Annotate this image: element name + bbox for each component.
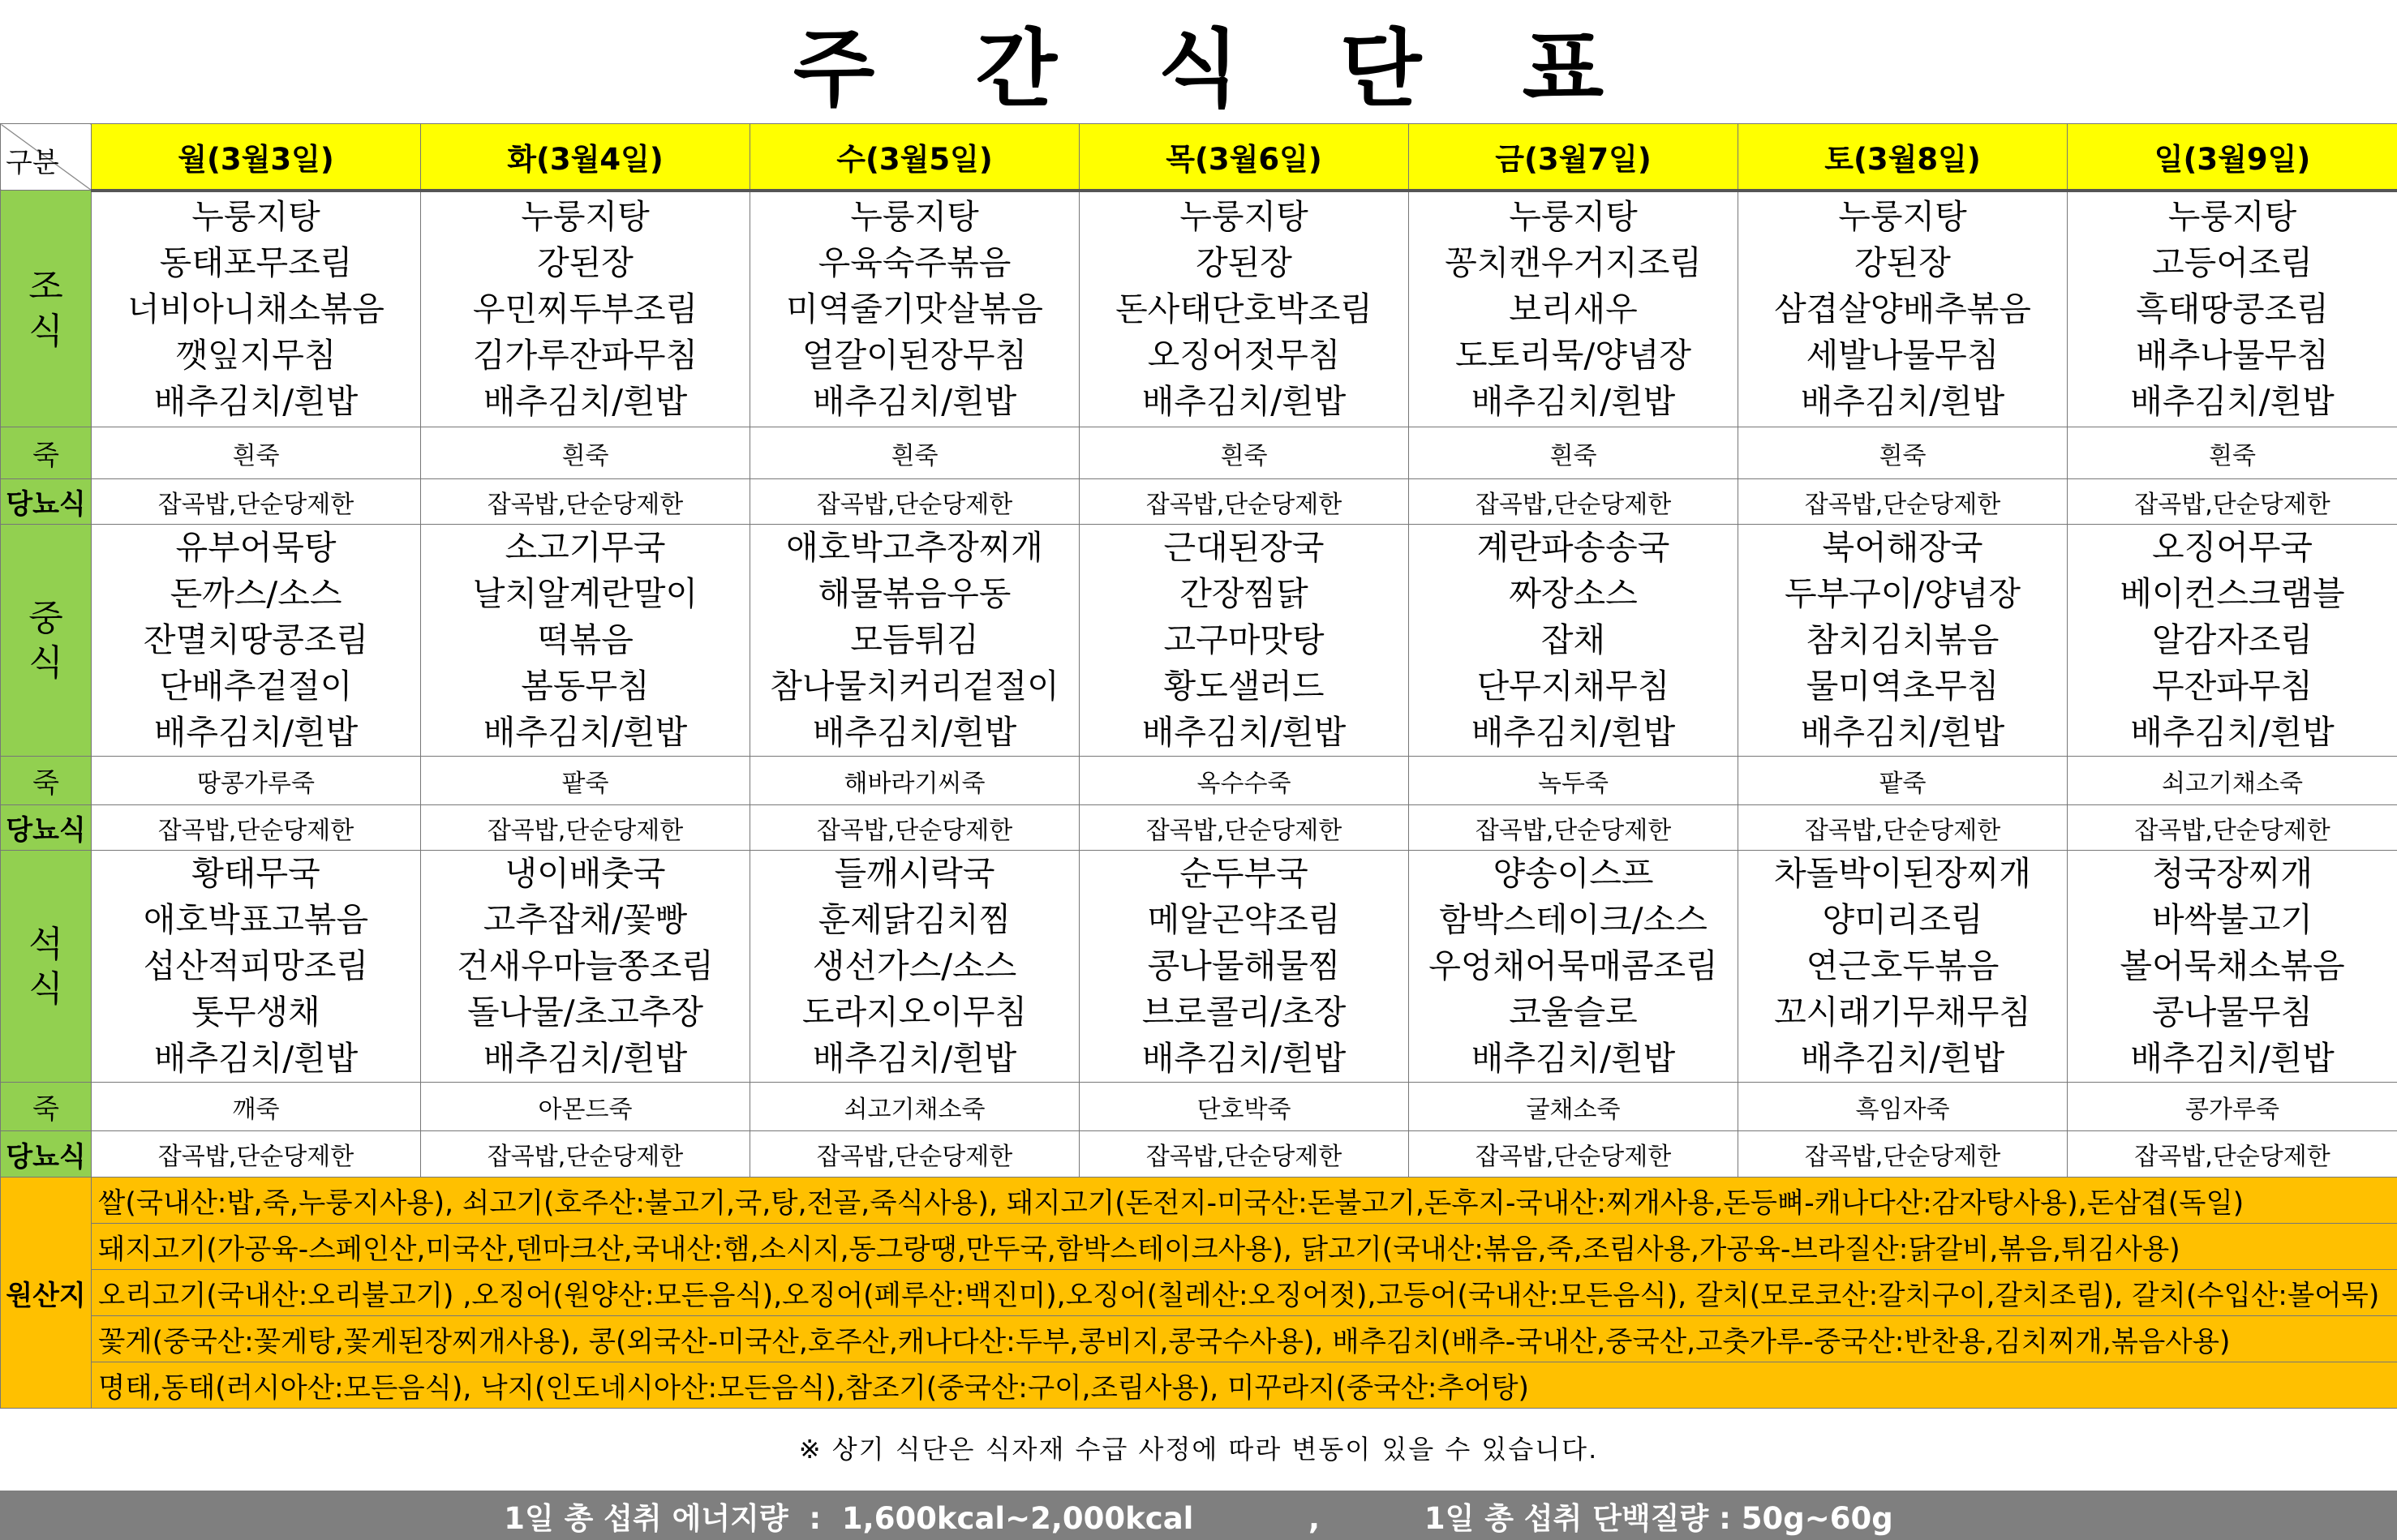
menu-item: 애호박표고볶음: [143, 900, 369, 939]
dinner-porridge-row: [1, 1083, 2397, 1131]
breakfast-porridge-row: [1, 427, 2397, 479]
origin-row: [1, 1362, 2397, 1409]
menu-item: 차돌박이된장찌개: [1774, 854, 2031, 893]
menu-item: 배추김치/흰밥: [1800, 1039, 2005, 1078]
menu-item: 해물볶음우동: [818, 574, 1012, 613]
menu-item: 도라지오이무침: [801, 993, 1028, 1032]
dinner-diabetic-cell: 잡곡밥,단순당제한: [92, 1131, 421, 1178]
menu-item: 누룽지탕: [521, 196, 650, 236]
corner-cell: [1, 124, 92, 191]
menu-item: 메알곤약조림: [1147, 900, 1341, 939]
breakfast-diabetic-label: [1, 479, 92, 525]
dinner-diabetic-cell: 잡곡밥,단순당제한: [1738, 1131, 2068, 1178]
menu-item: 너비아니채소볶음: [127, 289, 384, 328]
menu-item: 김가루잔파무침: [472, 335, 698, 375]
day-header: 금(3월7일): [1409, 124, 1738, 191]
dinner-row: [1, 851, 2397, 1083]
lunch-diabetic-row: [1, 805, 2397, 851]
origin-row: [1, 1178, 2397, 1224]
day-header: 월(3월3일): [92, 124, 421, 191]
origin-line: 꽃게(중국산:꽃게탕,꽃게된장찌개사용), 콩(외국산-미국산,호주산,캐나다산:두부,콩비지,콩국수사용), 배추김치(배추-국내산,중국산,고춧가루-중국산:반찬용,김치찌개,볶음사용): [92, 1316, 2397, 1362]
menu-item: 톳무생채: [191, 993, 320, 1032]
menu-item: 들깨시락국: [834, 854, 995, 893]
menu-item: 단무지채무침: [1476, 667, 1670, 706]
dinner-porridge-cell: 쇠고기채소죽: [750, 1083, 1080, 1131]
lunch-porridge-cell: 땅콩가루죽: [92, 757, 421, 805]
breakfast-porridge-cell: 흰죽: [750, 427, 1080, 479]
menu-item: 배추김치/흰밥: [1471, 1039, 1676, 1078]
dinner-porridge-cell: 깨죽: [92, 1083, 421, 1131]
lunch-row: [1, 525, 2397, 757]
menu-item: 강된장: [1196, 242, 1292, 282]
notice-text: ※ 상기 식단은 식자재 수급 사정에 따라 변동이 있을 수 있습니다.: [798, 1434, 1599, 1465]
menu-item: 배추김치/흰밥: [1141, 381, 1347, 421]
menu-item: 배추나물무침: [2136, 335, 2329, 375]
menu-item: 베이컨스크램블: [2120, 574, 2345, 613]
breakfast-diabetic-cell: 잡곡밥,단순당제한: [2068, 479, 2397, 525]
lunch-diabetic-cell: 잡곡밥,단순당제한: [1738, 805, 2068, 851]
lunch-cell: [421, 525, 750, 757]
lunch-porridge-row: [1, 757, 2397, 805]
menu-item: 근대된장국: [1163, 528, 1325, 567]
menu-item: 누룽지탕: [1838, 196, 1967, 236]
dinner-diabetic-cell: 잡곡밥,단순당제한: [2068, 1131, 2397, 1178]
menu-item: 참나물치커리겉절이: [770, 667, 1059, 706]
origin-line: 오리고기(국내산:오리불고기) ,오징어(원양산:모든음식),오징어(페루산:백진미),오징어(칠레산:오징어젓),고등어(국내산:모든음식), 갈치(모로코산:갈치구이,갈치조림), 갈치(수입산:볼어묵): [92, 1270, 2397, 1316]
lunch-porridge-cell: 옥수수죽: [1080, 757, 1409, 805]
menu-item: 짜장소스: [1509, 574, 1638, 613]
menu-item: 양송이스프: [1493, 854, 1654, 893]
menu-item: 브로콜리/초장: [1141, 993, 1347, 1032]
origin-row: [1, 1270, 2397, 1316]
menu-item: 배추김치/흰밥: [153, 713, 359, 752]
dinner-cell: [92, 851, 421, 1083]
lunch-porridge-cell: 녹두죽: [1409, 757, 1738, 805]
menu-item: 무잔파무침: [2151, 667, 2313, 706]
breakfast-porridge-cell: 흰죽: [2068, 427, 2397, 479]
menu-item: 연근호두볶음: [1806, 946, 2000, 985]
menu-item: 세발나물무침: [1806, 335, 2000, 375]
menu-item: 볼어묵채소볶음: [2120, 946, 2345, 985]
menu-item: 누룽지탕: [2167, 196, 2297, 236]
day-header: 토(3월8일): [1738, 124, 2068, 191]
dinner-porridge-label-text: 죽: [32, 1093, 59, 1126]
menu-item: 누룽지탕: [1179, 196, 1308, 236]
origin-row: [1, 1316, 2397, 1362]
lunch-diabetic-label: [1, 805, 92, 851]
menu-item: 잔멸치땅콩조림: [143, 620, 369, 659]
menu-item: 날치알계란말이: [472, 574, 698, 613]
menu-item: 고구마맛탕: [1163, 620, 1325, 659]
menu-item: 유부어묵탕: [175, 528, 337, 567]
menu-item: 알감자조림: [2151, 620, 2313, 659]
menu-item: 배추김치/흰밥: [1141, 1039, 1347, 1078]
menu-item: 모듬튀김: [850, 620, 979, 659]
menu-item: 배추김치/흰밥: [153, 381, 359, 421]
day-header-row: [1, 124, 2397, 191]
menu-item: 소고기무국: [505, 528, 666, 567]
breakfast-diabetic-cell: 잡곡밥,단순당제한: [421, 479, 750, 525]
breakfast-diabetic-cell: 잡곡밥,단순당제한: [1738, 479, 2068, 525]
breakfast-row: [1, 191, 2397, 427]
menu-item: 동태포무조림: [159, 242, 353, 282]
breakfast-cell: [92, 191, 421, 427]
menu-item: 냉이배춧국: [505, 854, 666, 893]
menu-item: 황태무국: [191, 854, 320, 893]
dinner-diabetic-label-text: 당뇨식: [6, 1140, 86, 1173]
breakfast-porridge-label-text: 죽: [32, 440, 59, 472]
menu-item: 황도샐러드: [1163, 667, 1325, 706]
breakfast-cell: [1738, 191, 2068, 427]
origin-line: 쌀(국내산:밥,죽,누룽지사용), 쇠고기(호주산:불고기,국,탕,전골,죽식사용), 돼지고기(돈전지-미국산:돈불고기,돈후지-국내산:찌개사용,돈등뼈-캐나다산:감자탕사용),돈삼겹(독일): [92, 1178, 2397, 1224]
menu-item: 잡채: [1540, 620, 1606, 659]
menu-item: 배추김치/흰밥: [483, 713, 688, 752]
breakfast-diabetic-label-text: 당뇨식: [6, 488, 86, 521]
breakfast-porridge-cell: 흰죽: [1080, 427, 1409, 479]
menu-item: 훈제닭김치찜: [818, 900, 1012, 939]
dinner-diabetic-cell: 잡곡밥,단순당제한: [1080, 1131, 1409, 1178]
menu-item: 오징어젓무침: [1147, 335, 1341, 375]
breakfast-porridge-label: [1, 427, 92, 479]
menu-item: 강된장: [1854, 242, 1951, 282]
breakfast-cell: [1409, 191, 1738, 427]
lunch-cell: [2068, 525, 2397, 757]
breakfast-cell: [2068, 191, 2397, 427]
menu-item: 생선가스/소스: [812, 946, 1017, 985]
lunch-porridge-label: [1, 757, 92, 805]
lunch-cell: [1409, 525, 1738, 757]
menu-item: 오징어무국: [2151, 528, 2313, 567]
menu-item: 단배추겉절이: [159, 667, 353, 706]
dinner-diabetic-row: [1, 1131, 2397, 1178]
menu-item: 삼겹살양배추볶음: [1774, 289, 2031, 328]
dinner-cell: [2068, 851, 2397, 1083]
nutrition-footer: 1일 총 섭취 에너지량 : 1,600kcal~2,000kcal , 1일 총 섭취 단백질량 : 50g~60g: [0, 1491, 2397, 1540]
lunch-cell: [1080, 525, 1409, 757]
breakfast-diabetic-cell: 잡곡밥,단순당제한: [92, 479, 421, 525]
menu-item: 함박스테이크/소스: [1439, 900, 1708, 939]
menu-item: 돈사태단호박조림: [1115, 289, 1372, 328]
breakfast-cell: [1080, 191, 1409, 427]
menu-item: 우민찌두부조림: [472, 289, 698, 328]
menu-item: 배추김치/흰밥: [812, 381, 1017, 421]
menu-item: 배추김치/흰밥: [153, 1039, 359, 1078]
dinner-diabetic-cell: 잡곡밥,단순당제한: [421, 1131, 750, 1178]
lunch-diabetic-cell: 잡곡밥,단순당제한: [750, 805, 1080, 851]
menu-item: 바싹불고기: [2151, 900, 2313, 939]
menu-item: 배추김치/흰밥: [812, 713, 1017, 752]
menu-item: 북어해장국: [1822, 528, 1983, 567]
breakfast-porridge-cell: 흰죽: [1738, 427, 2068, 479]
day-header: 수(3월5일): [750, 124, 1080, 191]
lunch-diabetic-cell: 잡곡밥,단순당제한: [1080, 805, 1409, 851]
menu-item: 섭산적피망조림: [143, 946, 369, 985]
dinner-cell: [750, 851, 1080, 1083]
menu-item: 배추김치/흰밥: [1141, 713, 1347, 752]
dinner-diabetic-cell: 잡곡밥,단순당제한: [1409, 1131, 1738, 1178]
menu-item: 얼갈이된장무침: [801, 335, 1028, 375]
lunch-porridge-cell: 쇠고기채소죽: [2068, 757, 2397, 805]
menu-item: 떡볶음: [537, 620, 634, 659]
menu-item: 누룽지탕: [850, 196, 979, 236]
lunch-diabetic-label-text: 당뇨식: [6, 814, 86, 847]
dinner-diabetic-label: [1, 1131, 92, 1178]
menu-item: 양미리조림: [1822, 900, 1983, 939]
menu-item: 물미역초무침: [1806, 667, 2000, 706]
menu-item: 배추김치/흰밥: [2130, 713, 2335, 752]
menu-item: 미역줄기맛살볶음: [786, 289, 1043, 328]
dinner-label-text: 석 식: [28, 923, 63, 1010]
lunch-porridge-label-text: 죽: [32, 767, 59, 800]
menu-item: 꽁치캔우거지조림: [1445, 242, 1702, 282]
breakfast-label-text: 조 식: [28, 265, 63, 352]
lunch-diabetic-cell: 잡곡밥,단순당제한: [2068, 805, 2397, 851]
menu-item: 꼬시래기무채무침: [1774, 993, 2031, 1032]
lunch-porridge-cell: 해바라기씨죽: [750, 757, 1080, 805]
menu-item: 도토리묵/양념장: [1454, 335, 1692, 375]
breakfast-porridge-cell: 흰죽: [421, 427, 750, 479]
menu-item: 계란파송송국: [1476, 528, 1670, 567]
page-title: 주 간 식 단 표: [793, 19, 1640, 118]
menu-item: 배추김치/흰밥: [812, 1039, 1017, 1078]
menu-item: 순두부국: [1179, 854, 1308, 893]
menu-item: 배추김치/흰밥: [1800, 381, 2005, 421]
breakfast-porridge-cell: 흰죽: [92, 427, 421, 479]
menu-item: 콩나물무침: [2151, 993, 2313, 1032]
lunch-diabetic-cell: 잡곡밥,단순당제한: [1409, 805, 1738, 851]
dinner-cell: [1080, 851, 1409, 1083]
lunch-label: [1, 525, 92, 757]
menu-item: 배추김치/흰밥: [2130, 1039, 2335, 1078]
menu-item: 배추김치/흰밥: [2130, 381, 2335, 421]
day-header: 화(3월4일): [421, 124, 750, 191]
lunch-diabetic-cell: 잡곡밥,단순당제한: [421, 805, 750, 851]
breakfast-cell: [750, 191, 1080, 427]
day-header: 일(3월9일): [2068, 124, 2397, 191]
menu-item: 청국장찌개: [2151, 854, 2313, 893]
menu-item: 돌나물/초고추장: [466, 993, 704, 1032]
dinner-porridge-cell: 굴채소죽: [1409, 1083, 1738, 1131]
dinner-porridge-cell: 단호박죽: [1080, 1083, 1409, 1131]
menu-item: 콩나물해물찜: [1147, 946, 1341, 985]
lunch-cell: [750, 525, 1080, 757]
menu-item: 애호박고추장찌개: [786, 528, 1043, 567]
menu-item: 고추잡채/꽃빵: [483, 900, 688, 939]
origin-label-text: 원산지: [6, 1279, 86, 1312]
menu-item: 배추김치/흰밥: [1800, 713, 2005, 752]
origin-row: [1, 1224, 2397, 1270]
day-header: 목(3월6일): [1080, 124, 1409, 191]
menu-item: 배추김치/흰밥: [1471, 713, 1676, 752]
lunch-label-text: 중 식: [28, 597, 63, 684]
origin-line: 돼지고기(가공육-스페인산,미국산,덴마크산,국내산:햄,소시지,동그랑땡,만두국,함박스테이크사용), 닭고기(국내산:볶음,죽,조림사용,가공육-브라질산:닭갈비,볶음,튀김사용): [92, 1224, 2397, 1270]
menu-item: 보리새우: [1509, 289, 1638, 328]
corner-label: 구분: [6, 147, 59, 179]
menu-item: 건새우마늘쫑조림: [457, 946, 714, 985]
menu-item: 우육숙주볶음: [818, 242, 1012, 282]
dinner-label: [1, 851, 92, 1083]
dinner-porridge-label: [1, 1083, 92, 1131]
menu-item: 배추김치/흰밥: [1471, 381, 1676, 421]
dinner-diabetic-cell: 잡곡밥,단순당제한: [750, 1131, 1080, 1178]
origin-label: [1, 1178, 92, 1409]
lunch-porridge-cell: 팥죽: [1738, 757, 2068, 805]
menu-item: 강된장: [537, 242, 634, 282]
menu-item: 누룽지탕: [191, 196, 320, 236]
dinner-cell: [421, 851, 750, 1083]
menu-item: 고등어조림: [2151, 242, 2313, 282]
menu-item: 누룽지탕: [1509, 196, 1638, 236]
breakfast-diabetic-cell: 잡곡밥,단순당제한: [1080, 479, 1409, 525]
breakfast-label: [1, 191, 92, 427]
dinner-cell: [1738, 851, 2068, 1083]
menu-item: 두부구이/양념장: [1784, 574, 2021, 613]
lunch-cell: [1738, 525, 2068, 757]
dinner-porridge-cell: 흑임자죽: [1738, 1083, 2068, 1131]
dinner-cell: [1409, 851, 1738, 1083]
menu-item: 배추김치/흰밥: [483, 381, 688, 421]
breakfast-diabetic-row: [1, 479, 2397, 525]
lunch-diabetic-cell: 잡곡밥,단순당제한: [92, 805, 421, 851]
menu-item: 참치김치볶음: [1806, 620, 2000, 659]
dinner-porridge-cell: 아몬드죽: [421, 1083, 750, 1131]
breakfast-porridge-cell: 흰죽: [1409, 427, 1738, 479]
breakfast-cell: [421, 191, 750, 427]
origin-line: 명태,동태(러시아산:모든음식), 낙지(인도네시아산:모든음식),참조기(중국산:구이,조림사용), 미꾸라지(중국산:추어탕): [92, 1362, 2397, 1409]
menu-item: 코울슬로: [1509, 993, 1638, 1032]
menu-item: 간장찜닭: [1179, 574, 1308, 613]
menu-item: 배추김치/흰밥: [483, 1039, 688, 1078]
lunch-cell: [92, 525, 421, 757]
lunch-porridge-cell: 팥죽: [421, 757, 750, 805]
menu-item: 봄동무침: [521, 667, 650, 706]
menu-item: 돈까스/소스: [170, 574, 342, 613]
breakfast-diabetic-cell: 잡곡밥,단순당제한: [750, 479, 1080, 525]
menu-item: 우엉채어묵매콤조림: [1428, 946, 1718, 985]
menu-item: 흑태땅콩조림: [2136, 289, 2329, 328]
breakfast-diabetic-cell: 잡곡밥,단순당제한: [1409, 479, 1738, 525]
weekly-menu-table: [0, 123, 2397, 1409]
dinner-porridge-cell: 콩가루죽: [2068, 1083, 2397, 1131]
menu-item: 깻잎지무침: [175, 335, 337, 375]
